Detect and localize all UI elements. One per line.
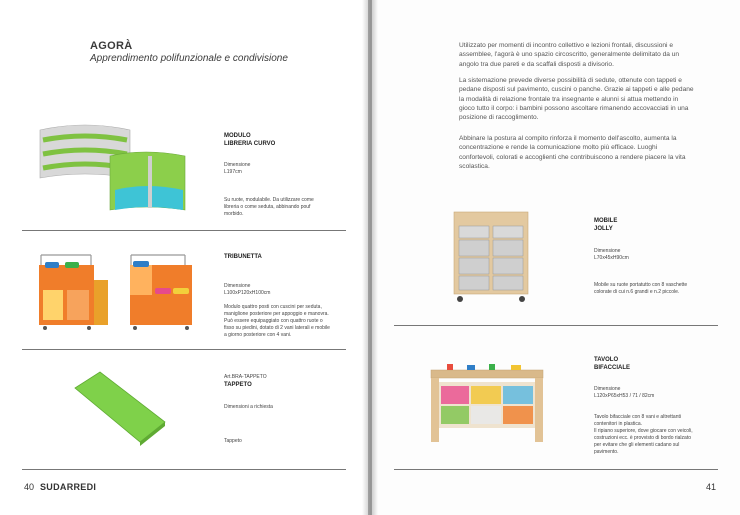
intro-paragraph-2: La sistemazione prevede diverse possibilità di sedute, ottenute con tappeti e pedane disposti sul pavimento, cuscini o panche. Grazie ai tappeti e alle pedane la modalità di relazione frontale tra insegnante e alunni si attua mettendo in gioco tutto il corpo: i bambini possono ascoltare rimanendo accovacciati in una posizione di raccoglimento. — [459, 77, 694, 122]
divider — [22, 230, 346, 231]
tribunetta-image — [35, 250, 205, 335]
dimension-value: L70x45xH90cm — [594, 255, 629, 261]
dimension-label: Dimensioni a richiesta — [224, 404, 273, 410]
page-number: 40 — [24, 482, 35, 492]
dimension-label: Dimensione — [594, 248, 621, 254]
product-description: Tavolo bifacciale con 8 vani e altrettanti contenitori in plastica. Il ripiano superiore, dove giocare con veicoli, costruzioni ecc. è provvisto di bordo rialzato per evitare che gli elementi cadano sul pavimento. — [594, 414, 693, 455]
page-title: AGORÀ — [90, 40, 133, 52]
divider — [394, 325, 718, 326]
product-name-mobile-jolly: MOBILE JOLLY — [594, 218, 618, 232]
mobile-jolly-image — [452, 210, 532, 305]
dimension-label: Dimensione — [224, 283, 251, 289]
product-name-tribunetta: TRIBUNETTA — [224, 254, 262, 260]
dimension-label: Dimensione — [594, 386, 621, 392]
intro-paragraph-1: Utilizzato per momenti di incontro collettivo e lezioni frontali, discussioni e assemblee, l'agorà è uno spazio circoscritto, generalmente delimitato da un angolo tra due pareti e da scaffali disposti a divisorio. — [459, 42, 680, 68]
book-spine — [362, 0, 378, 515]
brand-name: SUDARREDI — [40, 482, 97, 492]
page-number: 41 — [706, 482, 717, 492]
divider — [22, 469, 346, 470]
dimension-value: L100xP120xH100cm — [224, 290, 271, 296]
dimension-value: L197cm — [224, 169, 242, 175]
product-name-tappeto: TAPPETO — [224, 382, 252, 388]
article-code: Art.BRA-TAPPETO — [224, 374, 267, 380]
tavolo-bifacciale-image — [427, 362, 547, 447]
intro-paragraph-3: Abbinare la postura al compito rinforza il momento dell'ascolto, aumenta la concentrazione e rende la comunicazione molto più efficace. Luoghi confortevoli, colorati e accoglienti che contribuiscono a rendere piacere la vita scolastica. — [459, 135, 686, 170]
dimension-value: L120xP65xH53 / 71 / 82cm — [594, 393, 655, 399]
product-description: Modulo quattro posti con cuscini per seduta, maniglione posteriore per appoggio e manovra. Può essere equipaggiato con quattro ruote o fisso su piedini, dotato di 2 vani laterali e mobile a giorno posteriore con 4 vani. — [224, 304, 330, 338]
dimension-label: Dimensione — [224, 162, 251, 168]
product-description: Su ruote, modulabile. Da utilizzare come libreria o come seduta, abbinando pouf morbido. — [224, 197, 314, 217]
divider — [394, 469, 718, 470]
page-subtitle: Apprendimento polifunzionale e condivisione — [90, 53, 288, 64]
left-page — [0, 0, 368, 515]
tappeto-image — [70, 370, 170, 450]
product-extra: Tappeto — [224, 438, 242, 444]
product-description: Mobile su ruote portatutto con 8 vaschette colorate di cui n.6 grandi e n.2 piccole. — [594, 282, 688, 295]
product-name-libreria: MODULO LIBRERIA CURVO — [224, 133, 276, 147]
product-name-tavolo: TAVOLO BIFACCIALE — [594, 357, 630, 371]
curved-bookcase-image — [35, 118, 195, 218]
divider — [22, 349, 346, 350]
right-page — [372, 0, 740, 515]
